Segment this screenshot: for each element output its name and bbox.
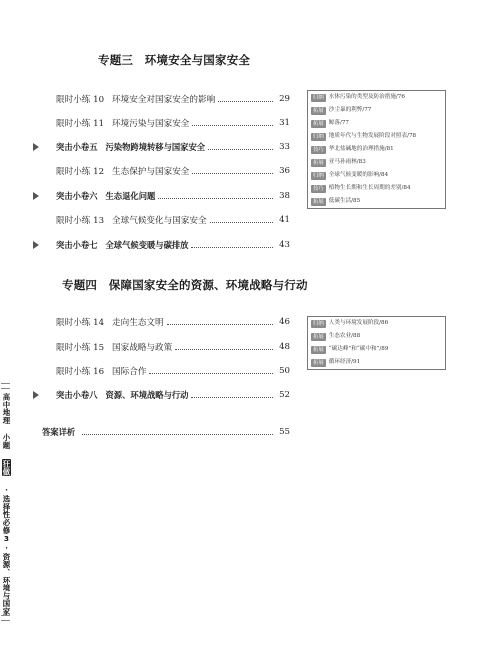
entry-page: 50 (279, 366, 290, 376)
entry-label: 限时小练 13 (56, 216, 105, 226)
entry-page: 31 (279, 118, 290, 128)
section-4-title: 专题四 保障国家安全的资源、环境战略与行动 (62, 278, 308, 292)
note-text: 亚马孙雨林/83 (328, 159, 366, 165)
note-item (308, 182, 445, 195)
note-item (308, 130, 445, 143)
entry-page: 43 (279, 240, 290, 250)
note-item (308, 317, 445, 330)
spine-series-b: 狂做 (2, 459, 11, 476)
spine-volume: ·选择性必修3·资源、环境与国家 (2, 485, 11, 616)
note-tag: 拓展 (313, 198, 324, 205)
spine-top-rule (1, 383, 10, 389)
note-text: 人类与环境发展阶段/86 (328, 320, 389, 326)
entry-title: 资源、环境战略与行动 (105, 390, 189, 400)
leader-dots (149, 373, 273, 374)
entry-label: 突击小卷八 (56, 390, 98, 400)
entry-page: 46 (279, 317, 290, 327)
note-text: “碳达峰”和“碳中和”/89 (328, 346, 389, 352)
leader-dots (158, 198, 273, 199)
note-item (308, 156, 445, 169)
entry-label: 限时小练 15 (56, 343, 105, 353)
answer-entry[interactable] (42, 425, 290, 439)
entry-label: 突击小卷五 (56, 142, 98, 152)
entry-label: 限时小练 16 (56, 367, 105, 377)
toc-entry[interactable] (42, 213, 290, 227)
entry-title: 国际合作 (112, 367, 147, 377)
answer-page: 55 (279, 427, 290, 437)
leader-dots (192, 125, 273, 126)
entry-label: 限时小练 12 (56, 167, 105, 177)
entry-label: 突击小卷六 (56, 191, 98, 201)
toc-entry-highlight[interactable] (42, 238, 290, 252)
entry-label: 突击小卷七 (56, 240, 98, 250)
note-text: 低碳生活/85 (328, 198, 361, 204)
triangle-marker-icon (33, 192, 39, 200)
entry-title: 环境污染与国家安全 (112, 119, 190, 129)
answer-label: 答案详析 (42, 427, 76, 437)
toc-entry[interactable] (42, 164, 290, 178)
toc-entry-highlight[interactable] (42, 189, 290, 203)
note-item (308, 169, 445, 182)
entry-page: 36 (279, 166, 290, 176)
note-text: 鲸落/77 (328, 120, 349, 126)
entry-label: 限时小练 10 (56, 95, 105, 105)
note-item (308, 343, 445, 356)
note-item (308, 195, 445, 208)
entry-title: 生态保护与国家安全 (112, 167, 190, 177)
toc-entry-highlight[interactable] (42, 388, 290, 402)
note-item (308, 91, 445, 104)
entry-title: 走向生态文明 (112, 318, 164, 328)
note-tag: 拓展 (313, 346, 324, 353)
leader-dots (218, 101, 273, 102)
entry-title: 国家战略与政策 (112, 343, 173, 353)
note-tag: 拓展 (313, 120, 324, 127)
note-tag: 归纳 (313, 172, 324, 179)
entry-title: 全球气候变化与国家安全 (112, 216, 207, 226)
triangle-marker-icon (33, 143, 39, 151)
spine-series-a: 小题 (2, 433, 11, 450)
note-tag: 拓展 (313, 333, 324, 340)
entry-title: 生态退化问题 (105, 191, 156, 201)
note-tag: 拓展 (313, 159, 324, 166)
note-tag: 技巧 (313, 146, 324, 153)
entry-page: 29 (279, 94, 290, 104)
book-spine-label (0, 383, 12, 623)
note-text: 水体污染的类型及防治措施/76 (328, 94, 405, 100)
note-tag: 归纳 (313, 320, 324, 327)
note-text: 沙尘暴的利弊/77 (328, 107, 372, 113)
leader-dots (191, 397, 273, 398)
note-text: 华北盐碱地的治理措施/81 (328, 146, 394, 152)
toc-entry[interactable] (42, 92, 290, 106)
section-3-title: 专题三 环境安全与国家安全 (98, 53, 251, 67)
note-tag: 技巧 (313, 185, 324, 192)
note-text: 循环经济/91 (328, 359, 361, 365)
note-item (308, 143, 445, 156)
note-tag: 拓展 (313, 107, 324, 114)
entry-title: 污染物跨境转移与国家安全 (105, 142, 206, 152)
entry-title: 全球气候变暖与碳排放 (105, 240, 189, 250)
note-text: 生态农业/88 (328, 333, 361, 339)
spine-bottom-rule (1, 615, 10, 621)
note-item (308, 356, 445, 369)
note-tag: 拓展 (313, 359, 324, 366)
entry-page: 33 (279, 142, 290, 152)
note-tag: 归纳 (313, 94, 324, 101)
section-4-notes-box (307, 316, 446, 370)
toc-entry[interactable] (42, 315, 290, 329)
triangle-marker-icon (33, 241, 39, 249)
section-3-notes-box (307, 90, 446, 209)
toc-entry-highlight[interactable] (42, 140, 290, 154)
note-text: 全球气候变暖的影响/84 (328, 172, 389, 178)
leader-dots (208, 149, 273, 150)
entry-title: 环境安全对国家安全的影响 (112, 95, 216, 105)
spine-text (0, 393, 12, 623)
note-item (308, 104, 445, 117)
leader-dots (192, 173, 273, 174)
spine-subject: 高中地理 (2, 393, 11, 425)
note-text: 地质年代与生物发展阶段对照表/78 (328, 133, 417, 139)
note-tag: 归纳 (313, 133, 324, 140)
entry-page: 48 (279, 342, 290, 352)
note-text: 植物生长期和生长周期的差别/84 (328, 185, 411, 191)
toc-entry[interactable] (42, 340, 290, 354)
entry-label: 限时小练 11 (56, 119, 105, 129)
entry-page: 38 (279, 191, 290, 201)
entry-page: 52 (279, 390, 290, 400)
leader-dots (175, 349, 273, 350)
note-item (308, 117, 445, 130)
entry-page: 41 (279, 215, 290, 225)
leader-dots (82, 434, 273, 435)
entry-label: 限时小练 14 (56, 318, 105, 328)
note-item (308, 330, 445, 343)
triangle-marker-icon (33, 391, 39, 399)
leader-dots (167, 324, 273, 325)
leader-dots (191, 247, 273, 248)
toc-entry[interactable] (42, 364, 290, 378)
leader-dots (210, 222, 273, 223)
toc-entry[interactable] (42, 116, 290, 130)
